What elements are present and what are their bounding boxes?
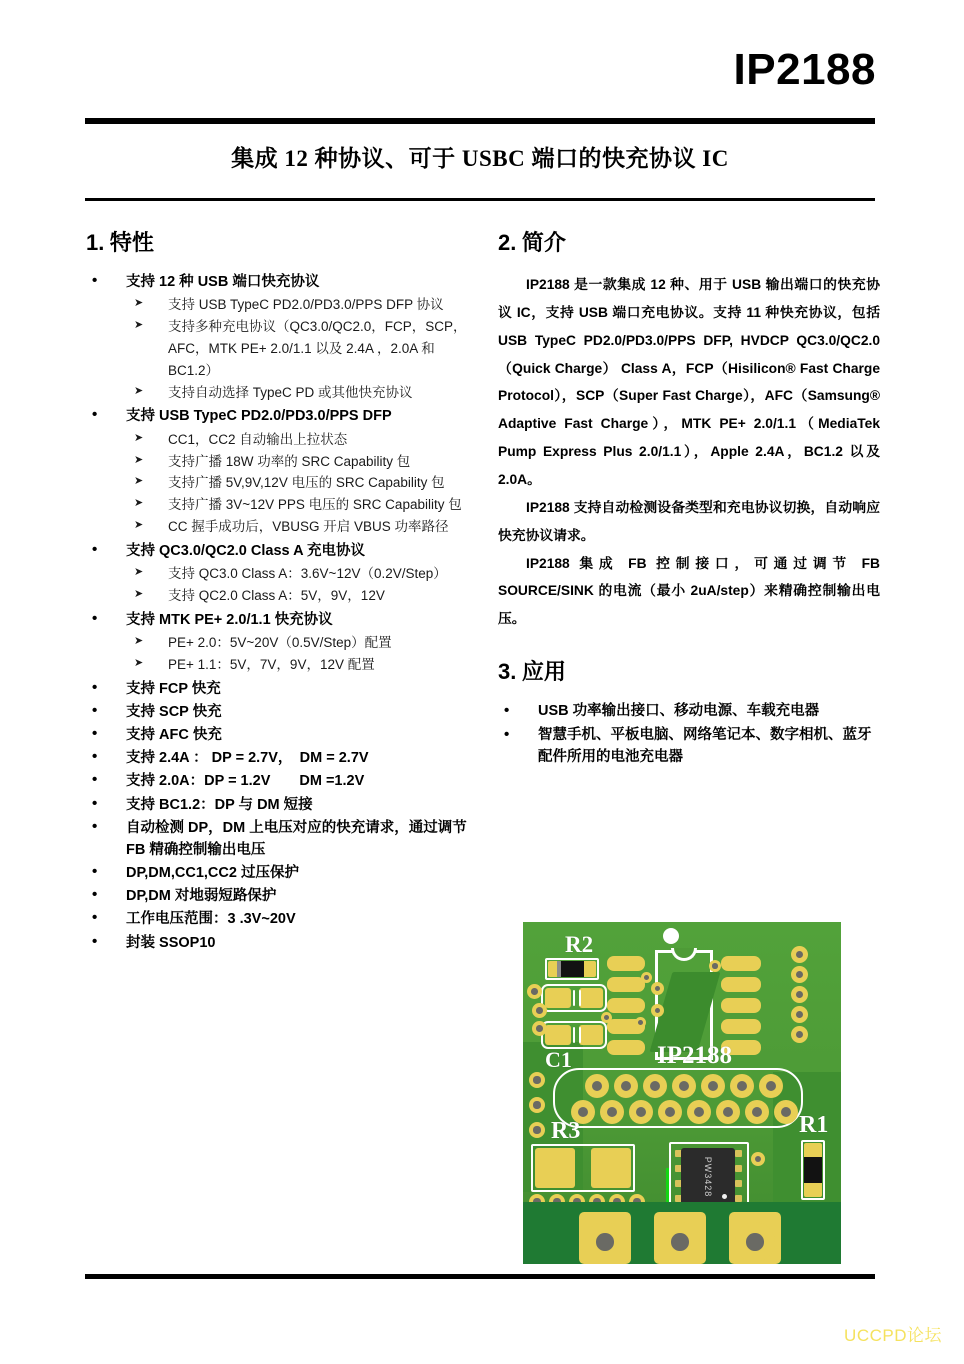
pcb-silk-label-ic: IP2188 [657,1042,732,1069]
applications-heading [498,655,880,686]
feature-item-label: 支持 12 种 USB 端口快充协议 [126,274,320,290]
pcb-pad-ic-left-2 [607,977,645,992]
header-rule-sub [85,198,875,201]
feature-item-label: 工作电压范围：3 .3V~20V [126,911,296,928]
feature-item-label: 支持 USB TypeC PD2.0/PD3.0/PPS DFP [126,408,392,425]
intro-paragraph: IP2188 是一款集成 12 种、用于 USB 输出端口的快充协议 IC，支持 USB 端口充电协议。支持 11 种快充协议，包括 USB TypeC PD2.0/PD3.0/PPS DFP, HVDCP QC3.0/QC2.0（Quick Charge） Class A，FCP（Hisilicon® Fast Charge Protocol），SCP（Super Fast Charge），AFC（Samsung® Adaptive Fast Charge），MTK PE+ 2.0/1.1（MediaTek Pump Express Plus 2.0/1.1），Apple 2.4A，BC1.2 以及 2.0A。 [498,277,880,488]
pcb-header-pin [774,1100,798,1124]
pcb-fiducial-dot [663,928,679,944]
features-heading [86,226,482,257]
feature-item-label: 支持 2.4A ： DP = 2.7V， DM = 2.7V [126,750,369,767]
pcb-terminal-hole-vout [660,1222,700,1262]
features-column [86,226,482,955]
pcb-via-u2-right [751,1152,765,1166]
pcb-via-topright-5 [791,1026,808,1043]
pcb-silk-cap-bar-c2-b [579,990,581,1006]
pcb-pad-ic-right-2 [721,977,761,992]
feature-item [86,678,482,700]
pcb-pad-c2-b [579,988,603,1008]
pcb-via-left-5 [529,1097,545,1113]
feature-item [86,540,482,607]
features-list [86,271,482,954]
pcb-chip-pw3428 [681,1148,735,1206]
pcb-silk-label-r3: R3 [551,1118,581,1144]
pcb-header-pin [672,1074,696,1098]
pcb-pad-ic-left-1 [607,956,645,971]
pcb-pad-ic-left-5 [607,1040,645,1055]
pcb-header-pin [643,1074,667,1098]
feature-subitem: ➤ 支持多种充电协议（QC3.0/QC2.0，FCP，SCP，AFC，MTK PE+ 2.0/1.1 以及 2.4A ，2.0A 和 BC1.2） [126,316,482,382]
intro-heading [498,226,880,257]
feature-subitem: ➤ 支持广播 3V~12V PPS 电压的 SRC Capability 包 [126,494,482,516]
pcb-silk-label-r1: R1 [799,1112,829,1138]
pcb-via-ic-d [641,972,652,983]
pcb-chip-lead [735,1195,742,1202]
feature-subitem: ➤ CC 握手成功后，VBUSG 开启 VBUS 功率路径 [126,516,482,538]
feature-item [86,817,482,861]
pcb-pad-r3-a [535,1148,575,1188]
feature-item-label: 支持 BC1.2：DP 与 DM 短接 [126,796,313,813]
pcb-silk-cap-bar-c2-a [573,990,575,1006]
pcb-header-pin [716,1100,740,1124]
pcb-terminal-hole-fb [735,1222,775,1262]
feature-item [86,908,482,930]
pcb-header-pin [614,1074,638,1098]
pcb-pad-ic-right-1 [721,956,761,971]
feature-subitem-list [126,294,482,403]
pcb-chip-pin1-dot [722,1194,727,1199]
pcb-silk-label-c1: C1 [545,1047,572,1072]
applications-section-number: 3. [498,659,517,685]
pcb-silk-label-r2: R2 [565,932,594,957]
feature-subitem: ➤ 支持自动选择 TypeC PD 或其他快充协议 [126,382,482,404]
feature-subitem: ➤ 支持广播 18W 功率的 SRC Capability 包 [126,451,482,473]
feature-subitem: ➤ PE+ 1.1：5V，7V，9V，12V 配置 [126,654,482,676]
feature-item-label: DP,DM,CC1,CC2 过压保护 [126,865,299,882]
features-section-number: 1. [86,230,105,255]
intro-section-title: 简介 [521,230,566,255]
applications-list [498,700,880,768]
pcb-via-ic-b [651,1004,664,1017]
header-rule-top [85,118,875,124]
feature-subitem: ➤ 支持 QC2.0 Class A：5V，9V，12V [126,585,482,607]
feature-item-label: DP,DM 对地弱短路保护 [126,888,277,905]
watermark: UCCPD论坛 [844,1326,942,1345]
feature-subitem: ➤ 支持 USB TypeC PD2.0/PD3.0/PPS DFP 协议 [126,294,482,316]
pcb-header-pin [759,1074,783,1098]
feature-item [86,747,482,769]
feature-item-label: 支持 AFC 快充 [126,727,222,744]
intro-paragraph: IP2188 集成 FB 控制接口，可通过调节 FB SOURCE/SINK 的电流（最小 2uA/step）来精确控制输出电压。 [498,555,880,627]
pcb-header-pin [658,1100,682,1124]
feature-item-label: 封装 SSOP10 [126,934,216,951]
pcb-chip-lead [735,1150,742,1157]
feature-item-label: 自动检测 DP，DM 上电压对应的快充请求，通过调节 FB 精确控制输出电压 [126,819,467,858]
pcb-via-ic-e [601,1012,612,1023]
pcb-via-left-4 [529,1072,545,1088]
pcb-header-pin [585,1074,609,1098]
pcb-header-pin [629,1100,653,1124]
footer-rule [85,1274,875,1279]
pcb-header-pin [701,1074,725,1098]
feature-item-label: 支持 QC3.0/QC2.0 Class A 充电协议 [126,542,366,559]
feature-item [86,862,482,884]
pcb-header-pin [745,1100,769,1124]
pcb-header-pin [730,1074,754,1098]
feature-subitem-list [126,563,482,607]
pcb-via-topright-3 [791,986,808,1003]
feature-subitem-list [126,632,482,676]
feature-item-label: 支持 2.0A：DP = 1.2V DM =1.2V [126,773,365,790]
pcb-header-pin [687,1100,711,1124]
feature-item-label: 支持 MTK PE+ 2.0/1.1 快充协议 [126,611,333,628]
feature-item [86,885,482,907]
pcb-via-topright-1 [791,946,808,963]
pcb-chip-lead [735,1180,742,1187]
intro-column [498,226,880,770]
pcb-pad-c1-a [545,1025,571,1045]
pcb-resistor-r2 [548,961,596,977]
application-item: • 智慧手机、平板电脑、网络笔记本、数字相机、蓝牙配件所用的电池充电器 [498,724,880,769]
feature-subitem: ➤ 支持广播 5V,9V,12V 电压的 SRC Capability 包 [126,472,482,494]
feature-item [86,724,482,746]
pcb-via-ic-c [709,960,721,972]
pcb-pad-c2-a [545,988,571,1008]
page-title: IP2188 [733,45,876,94]
intro-paragraphs [498,271,880,633]
intro-section-number: 2. [498,230,517,255]
feature-subitem: ➤ PE+ 2.0：5V~20V（0.5V/Step）配置 [126,632,482,654]
applications-section-title: 应用 [521,659,566,685]
application-item: • USB 功率输出接口、移动电源、车载充电器 [498,700,880,722]
feature-subitem: ➤ 支持 QC3.0 Class A：3.6V~12V（0.2V/Step） [126,563,482,585]
pcb-resistor-r1 [804,1143,822,1197]
pcb-via-ic-f [635,1017,646,1028]
features-section-title: 特性 [109,230,154,255]
pcb-pad-ic-right-3 [721,998,761,1013]
feature-item [86,794,482,816]
pcb-solder-mask [523,922,841,1264]
feature-item-label: 支持 SCP 快充 [126,703,222,720]
pcb-chip-label: PW3428 [703,1156,713,1198]
pcb-via-left-2 [532,1003,547,1018]
pcb-pad-ic-right-4 [721,1019,761,1034]
feature-item [86,609,482,676]
feature-item [86,701,482,723]
feature-item [86,405,482,537]
pcb-terminal-hole-gnd [585,1222,625,1262]
pcb-via-left-3 [532,1021,547,1036]
intro-paragraph: IP2188 支持自动检测设备类型和充电协议切换，自动响应快充协议请求。 [498,499,880,543]
pcb-header-pin [600,1100,624,1124]
pcb-via-topright-2 [791,966,808,983]
pcb-silk-cap-bar-c1-b [579,1027,581,1043]
pcb-via-ic-a [651,982,664,995]
pcb-chip-lead [735,1165,742,1172]
feature-item [86,770,482,792]
pcb-via-left-6 [529,1122,545,1138]
pcb-pad-r3-b [591,1148,631,1188]
pcb-pad-ic-left-3 [607,998,645,1013]
pcb-via-left-1 [527,984,542,999]
pcb-silk-cap-bar-c1-a [573,1027,575,1043]
document-subtitle: 集成 12 种协议、可于 USBC 端口的快充协议 IC [231,146,729,171]
pcb-pad-c1-b [579,1025,603,1045]
pcb-board-photo [523,922,841,1264]
feature-item [86,271,482,403]
pcb-via-topright-4 [791,1006,808,1023]
feature-item-label: 支持 FCP 快充 [126,680,221,697]
feature-item [86,932,482,954]
feature-subitem: ➤ CC1，CC2 自动输出上拉状态 [126,429,482,451]
feature-subitem-list [126,429,482,538]
